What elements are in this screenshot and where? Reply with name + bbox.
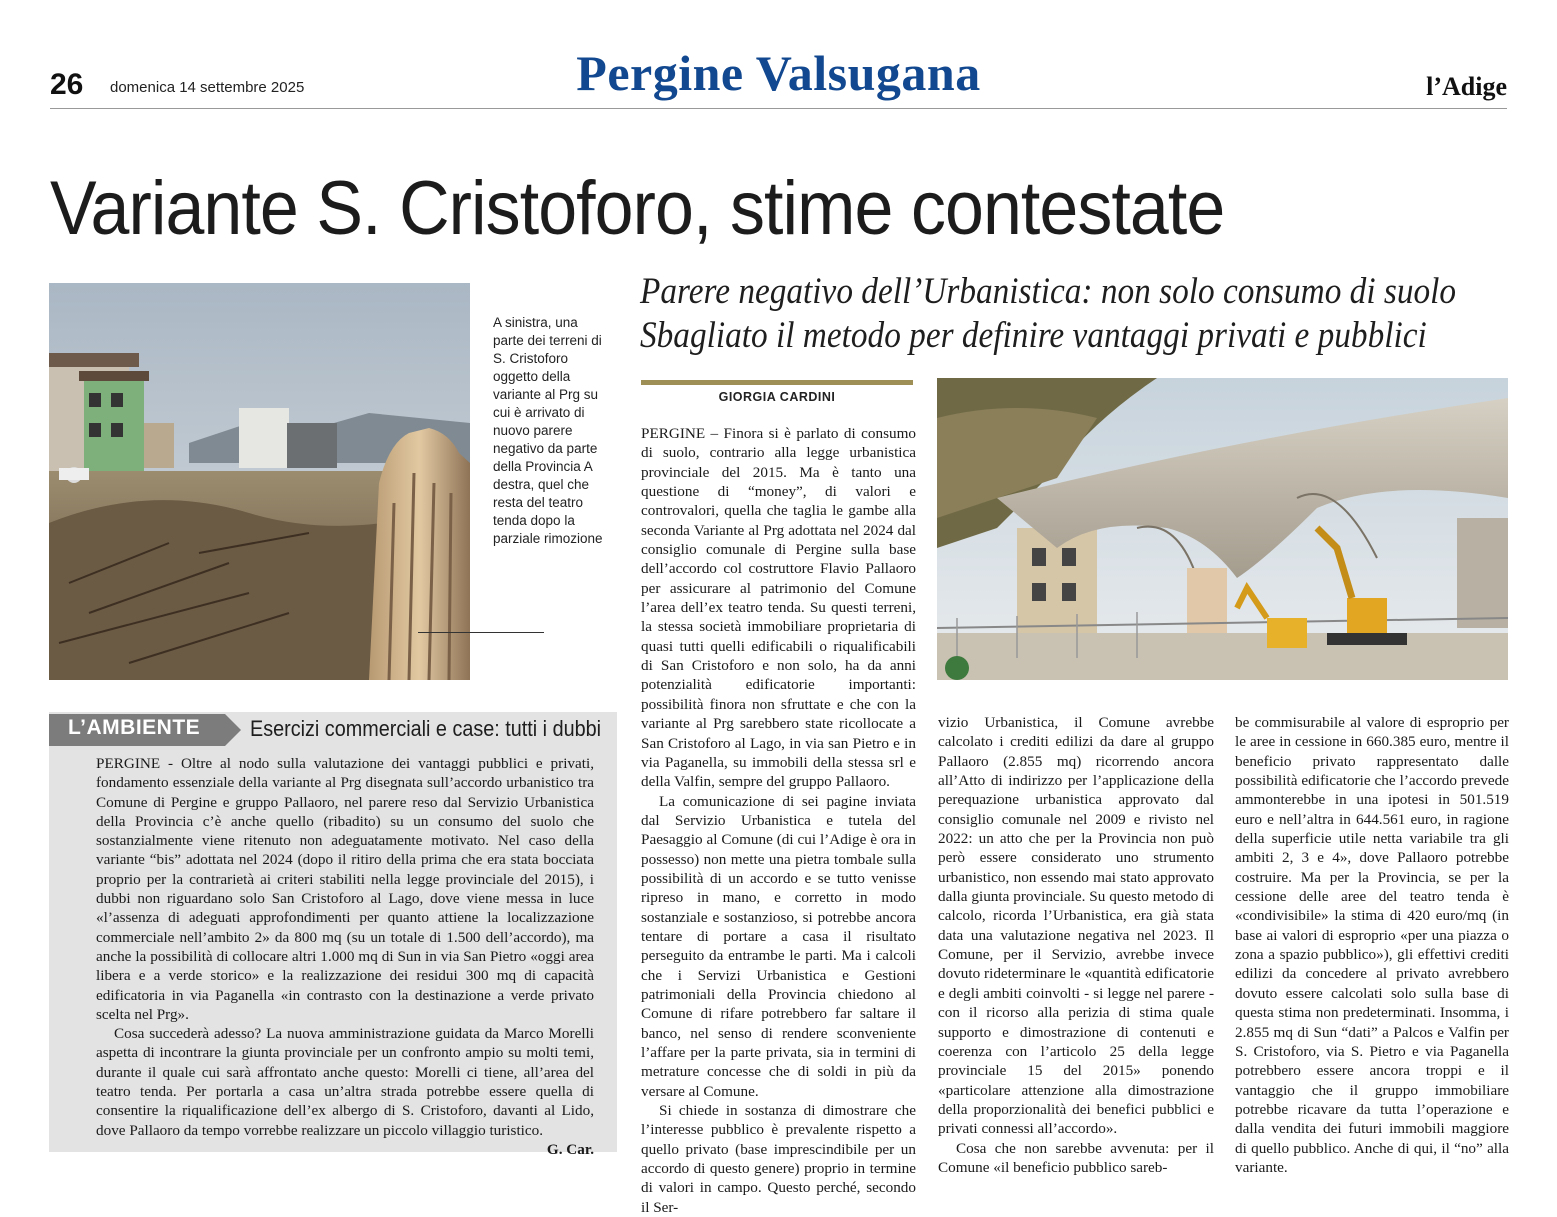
- sidebar-paragraph: PERGINE - Oltre al nodo sulla valutazione dei vantaggi pubblici e privati, fondamento essenziale della variante al Prg disegnata sull’accordo urbanistico tra Comune di Pergine e gruppo Pallaoro, nel parere reso dal Servizio Urbanistica della Provincia c’è anche quello (ribadito) su un consumo del suolo che sostanzialmente viene ritenuto non adeguatamente motivato. Nel caso della variante “bis” adottata nel 2024 (dopo il ritiro della prima che era stata bocciata proprio per la contrarietà ai criteri stabiliti nella legge provinciale del 2015), i dubbi non riguardano solo San Cristoforo al Lago, dove viene messa in luce «l’assenza di adeguati approfondimenti per quanto attiene la localizzazione commerciale nell’ambito 2» da 800 mq (su un totale di 1.500 dell’accordo), ma anche la possibilità di collocare altri 1.000 mq di Sun in via San Pietro «oggi area libera e a verde storico» e la realizzazione dei residui 300 mq di capacità edificatoria in via Paganella «in contrasto con la destinazione a verde privato scelta nel Prg».: [96, 755, 594, 1023]
- subhead-line-1: Parere negativo dell’Urbanistica: non solo consumo di suolo: [640, 271, 1457, 312]
- photo-illustration: [937, 378, 1508, 680]
- sidebar-tag-arrow: [225, 714, 241, 746]
- sidebar-title: Esercizi commerciali e case: tutti i dubbi: [250, 716, 602, 741]
- article-byline: GIORGIA CARDINI: [718, 390, 836, 404]
- sidebar-tag: L’AMBIENTE: [68, 716, 201, 739]
- photo-caption: A sinistra, una parte dei terreni di S. Cristoforo oggetto della variante al Prg su cui è arrivato di nuovo parere negativo da parte della Provincia A destra, quel che resta del teatro tenda dopo la parziale rimozione: [493, 315, 603, 546]
- article-paragraph: be commisurabile al valore di esproprio per le aree in cessione in 660.385 euro, mentre il beneficio privato rappresentato dalle possibilità edificatorie che l’accordo prevede ammonterebbe in una ipotesi in 501.519 euro e nell’altra in 644.561 euro, in ragione della superficie utile netta variabile tra gli ambiti 2, 3 e 4», dove Pallaoro potrebbe costruire. Ma per la Provincia, se per la cessione delle aree del teatro tenda è «condivisibile» la stima di 420 euro/mq (in base ai valori di esproprio «per una piazza o zona a spazio pubblico»), gli effettivi crediti edilizi da concedere al privato avrebbero dovuto essere calcolati solo sulla base di questa stima non predeterminati. Insomma, i 2.855 mq di Sun “dati” a Palcos e Valfin per S. Cristoforo, via S. Pietro e via Paganella potrebbero essere ancora troppi e il vantaggio che il gruppo immobiliare potrebbe ricavare da tutta l’operazione e dalla vendita dei futuri immobili maggiore di quello pubblico. Anche di qui, il “no” alla variante.: [1235, 714, 1509, 1176]
- byline-rule: [641, 380, 913, 385]
- issue-date: domenica 14 settembre 2025: [110, 79, 305, 96]
- subhead-line-2: Sbagliato il metodo per definire vantaggi privati e pubblici: [640, 315, 1427, 356]
- article-paragraph: Cosa che non sarebbe avvenuta: per il Comune «il beneficio pubblico sareb-: [938, 1139, 1214, 1176]
- sidebar-paragraph-text: Cosa succederà adesso? La nuova amministrazione guidata da Marco Morelli aspetta di incontrare la giunta provinciale per un confronto ampio su molti temi, durante il quale cui sarà affrontato anche questo: Morelli ci tiene, all’area del teatro tenda. Per portarla a casa un’altra strada potrebbe essere quella di consentire la riqualificazione dell’ex albergo di S. Cristoforo, davanti al Lido, dove Pallaoro da tempo vorrebbe realizzare un piccolo villaggio turistico.: [96, 1025, 594, 1139]
- newspaper-masthead: l’Adige: [1426, 72, 1507, 101]
- article-column-2: [938, 713, 1214, 1177]
- article-headline: Variante S. Cristoforo, stime contestate: [50, 166, 1225, 251]
- page-number: 26: [50, 68, 84, 101]
- caption-rule: [418, 632, 544, 633]
- photo-teatro-tenda: [937, 378, 1508, 680]
- header-rule: [50, 108, 1507, 109]
- photo-san-cristoforo-land: [49, 283, 470, 680]
- article-paragraph: Si chiede in sostanza di dimostrare che l’interesse pubblico è prevalente rispetto a quello privato (base imprescindibile per un accordo di questo genere) proprio in termine di valori in campo. Questo perché, secondo il Ser-: [641, 1102, 916, 1216]
- sidebar-paragraph: [96, 1024, 594, 1158]
- article-paragraph: vizio Urbanistica, il Comune avrebbe calcolato i crediti edilizi da dare al gruppo Pallaoro (2.855 mq) ricorrendo ancora all’Atto di indirizzo per l’applicazione della perequazione urbanistica approvato dal consiglio comunale nel 2009 e rivisto nel 2022: un atto che per la Provincia non può però essere considerato uno strumento urbanistico, non essendo mai stato approvato dalla giunta provinciale. Su questo metodo di calcolo, ricorda l’Urbanistica, era già stata data una valutazione negativa nel 2023. Il Comune, per il Servizio, avrebbe invece dovuto rideterminare le «quantità edificatorie e degli ambiti coinvolti - si legge nel parere - con il ricorso alla perizia di stima quale supporto e dimostrazione di contenuti e coerenza con l’articolo 25 della legge provinciale 15 del 2015» ponendo «particolare attenzione alla dimostrazione della proporzionalità dei benefici pubblici e privati connessi all’accordo».: [938, 714, 1214, 1138]
- article-paragraph: La comunicazione di sei pagine inviata dal Servizio Urbanistica e tutela del Paesaggio al Comune (di cui l’Adige è ora in possesso) non mette una pietra tombale sulla possibilità di un accordo e se tutto venisse ripreso in mano, e corretto in modo sostanziale e sostanzioso, si potrebbe ancora tentare di portare a casa il risultato perseguito da entrambe le parti. Ma i calcoli che i Servizi Urbanistica e Gestioni patrimoniali della Provincia chiedono al Comune di rifare potrebbero far saltare il banco, nel senso di rendere sconveniente l’affare per la parte privata, sia in termini di metrature concesse che di soldi in più da versare al Comune.: [641, 792, 916, 1100]
- section-title: Pergine Valsugana: [576, 45, 981, 101]
- article-column-1: [641, 424, 916, 1217]
- article-paragraph: PERGINE – Finora si è parlato di consumo di suolo, contrario alla legge urbanistica provinciale del 2015. Ma è tanto una questione di “money”, di valori e controvalori, quella che taglia le gambe alla seconda Variante al Prg adottata nel 2024 dal consiglio comunale di Pergine sulla base dell’accordo col costruttore Flavio Pallaoro per assicurare al patrimonio del Comune l’area dell’ex teatro tenda. Su questi terreni, la stessa società immobiliare proprietaria di quasi tutti quelli edificabili o riqualificabili di San Cristoforo e non solo, ha da anni potenzialità edificatorie importanti: possibilità finora non sfruttate e che con la variante al Prg sarebbero state ricollocate a San Cristoforo al Lago, in via san Pietro e in via Paganella, su immobili della stessa srl e della Valfin, sempre del gruppo Pallaoro.: [641, 425, 916, 791]
- sidebar-body: [96, 754, 594, 1159]
- sidebar-signature: G. Car.: [546, 1140, 594, 1158]
- article-subhead: [640, 270, 1457, 358]
- article-column-3: [1235, 713, 1509, 1177]
- photo-illustration: [49, 283, 470, 680]
